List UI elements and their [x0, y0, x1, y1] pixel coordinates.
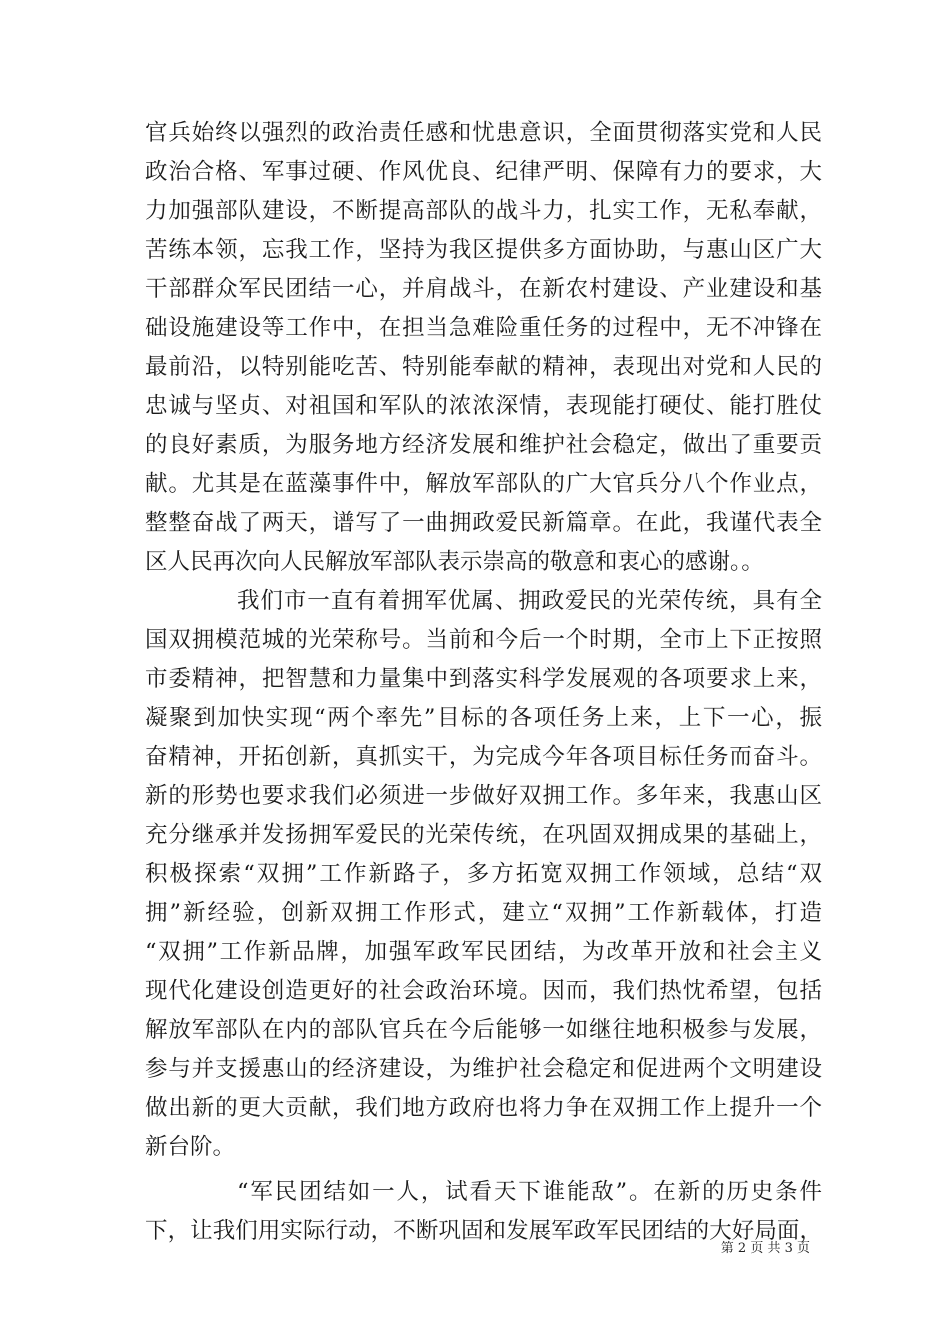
paragraph-2	[145, 582, 822, 1167]
text-line: 力加强部队建设，不断提高部队的战斗力，扎实工作，无私奉献，	[145, 198, 822, 224]
text-line: 干部群众军民团结一心，并肩战斗，在新农村建设、产业建设和基	[145, 276, 822, 302]
text-line: 苦练本领，忘我工作，坚持为我区提供多方面协助，与惠山区广大	[145, 237, 822, 263]
text-line: “军民团结如一人，试看天下谁能敌”。在新的历史条件	[237, 1179, 822, 1205]
text-line: 我们市一直有着拥军优属、拥政爱民的光荣传统，具有全	[237, 588, 822, 614]
text-line: “双拥”工作新品牌，加强军政军民团结，为改革开放和社会主义	[145, 939, 822, 965]
text-line: 的良好素质，为服务地方经济发展和维护社会稳定，做出了重要贡	[145, 432, 822, 458]
text-line: 国双拥模范城的光荣称号。当前和今后一个时期，全市上下正按照	[145, 627, 822, 653]
text-line: 凝聚到加快实现“两个率先”目标的各项任务上来，上下一心，振	[145, 705, 822, 731]
text-line: 解放军部队在内的部队官兵在今后能够一如继往地积极参与发展，	[145, 1017, 822, 1043]
text-line: 积极探索“双拥”工作新路子，多方拓宽双拥工作领域，总结“双	[145, 861, 822, 887]
text-line: 下，让我们用实际行动，不断巩固和发展军政军民团结的大好局面，	[145, 1218, 822, 1244]
text-line: 现代化建设创造更好的社会政治环境。因而，我们热忱希望，包括	[145, 978, 822, 1004]
text-line: 新台阶。	[145, 1134, 236, 1160]
text-line: 拥”新经验，创新双拥工作形式，建立“双拥”工作新载体，打造	[145, 900, 822, 926]
text-line: 整整奋战了两天，谱写了一曲拥政爱民新篇章。在此，我谨代表全	[145, 510, 822, 536]
text-line: 础设施建设等工作中，在担当急难险重任务的过程中，无不冲锋在	[145, 315, 822, 341]
page-number: 第 2 页 共 3 页	[720, 1241, 810, 1256]
text-line: 市委精神，把智慧和力量集中到落实科学发展观的各项要求上来，	[145, 666, 822, 692]
document-body	[145, 114, 822, 1251]
text-line: 献。尤其是在蓝藻事件中，解放军部队的广大官兵分八个作业点，	[145, 471, 822, 497]
text-line: 参与并支援惠山的经济建设，为维护社会稳定和促进两个文明建设	[145, 1056, 822, 1082]
text-line: 充分继承并发扬拥军爱民的光荣传统，在巩固双拥成果的基础上，	[145, 822, 822, 848]
text-line: 区人民再次向人民解放军部队表示崇高的敬意和衷心的感谢。。	[145, 549, 764, 575]
text-line: 官兵始终以强烈的政治责任感和忧患意识，全面贯彻落实党和人民	[145, 120, 822, 146]
paragraph-1	[145, 114, 822, 582]
text-line: 做出新的更大贡献，我们地方政府也将力争在双拥工作上提升一个	[145, 1095, 822, 1121]
text-line: 忠诚与坚贞、对祖国和军队的浓浓深情，表现能打硬仗、能打胜仗	[145, 393, 822, 419]
text-line: 最前沿，以特别能吃苦、特别能奉献的精神，表现出对党和人民的	[145, 354, 822, 380]
text-line: 奋精神，开拓创新，真抓实干，为完成今年各项目标任务而奋斗。	[145, 744, 822, 770]
text-line: 政治合格、军事过硬、作风优良、纪律严明、保障有力的要求，大	[145, 159, 822, 185]
text-line: 新的形势也要求我们必须进一步做好双拥工作。多年来，我惠山区	[145, 783, 822, 809]
